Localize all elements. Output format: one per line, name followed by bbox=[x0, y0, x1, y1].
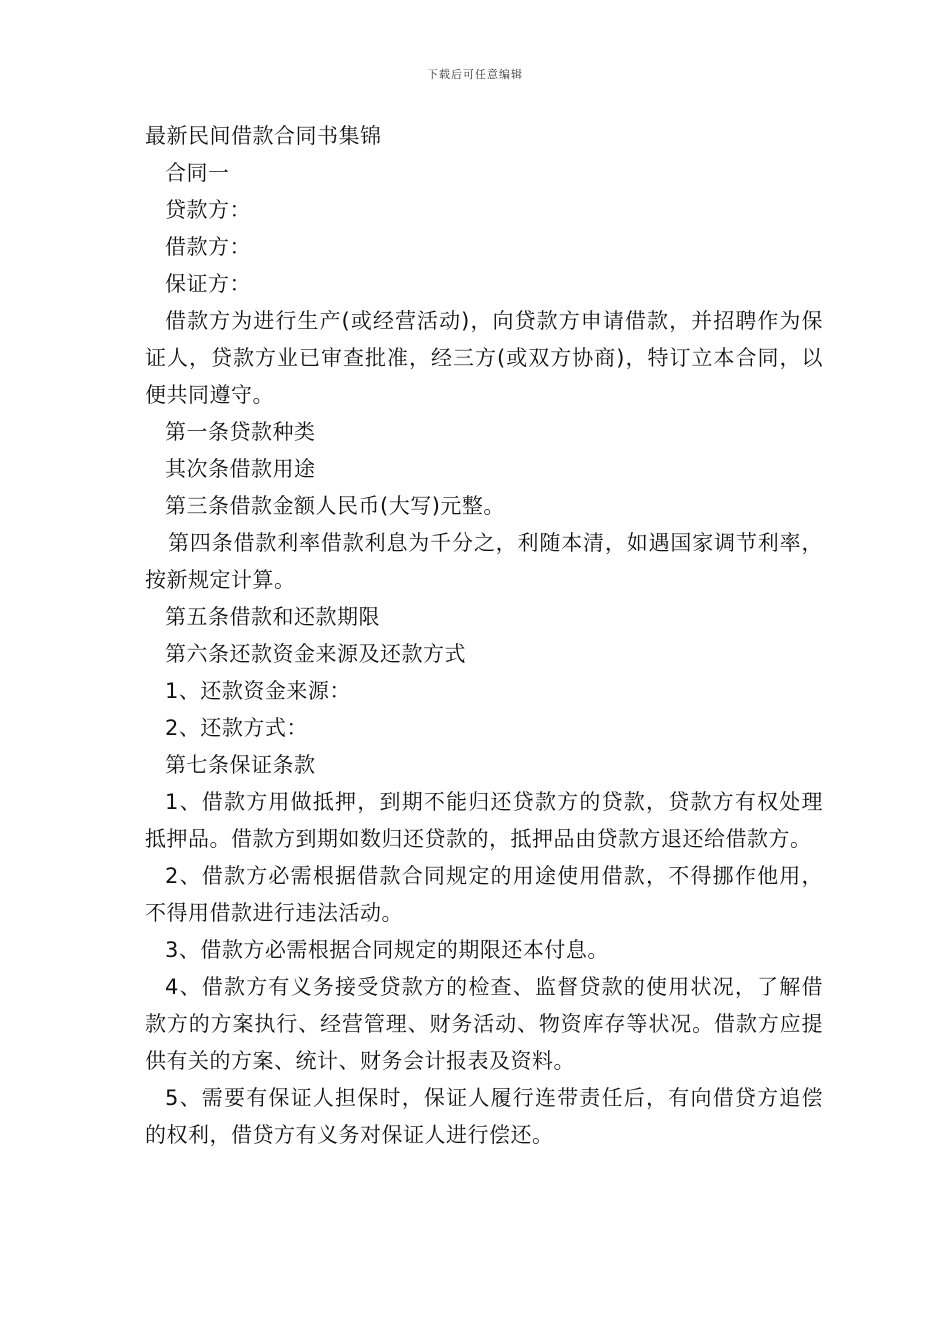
article-5: 第五条借款和还款期限 bbox=[165, 605, 380, 629]
article-4: 第四条借款利率借款利息为千分之，利随本清，如遇国家调节利率，按新规定计算。 bbox=[145, 531, 823, 592]
guarantor-field: 保证方： bbox=[165, 272, 251, 296]
document-body bbox=[145, 118, 823, 1154]
article-2: 其次条借款用途 bbox=[165, 457, 316, 481]
article-7-item-5: 5、需要有保证人担保时，保证人履行连带责任后，有向借贷方追偿的权利，借贷方有义务对保证人进行偿还。 bbox=[145, 1086, 823, 1147]
lender-field: 贷款方： bbox=[165, 198, 251, 222]
article-3: 第三条借款金额人民币(大写)元整。 bbox=[165, 494, 505, 518]
article-1: 第一条贷款种类 bbox=[165, 420, 316, 444]
article-7: 第七条保证条款 bbox=[165, 753, 316, 777]
article-7-item-3: 3、借款方必需根据合同规定的期限还本付息。 bbox=[165, 938, 609, 962]
article-7-item-4: 4、借款方有义务接受贷款方的检查、监督贷款的使用状况，了解借款方的方案执行、经营管理、财务活动、物资库存等状况。借款方应提供有关的方案、统计、财务会计报表及资料。 bbox=[145, 975, 823, 1073]
contract-label: 合同一 bbox=[165, 161, 230, 185]
article-6: 第六条还款资金来源及还款方式 bbox=[165, 642, 466, 666]
document-title: 最新民间借款合同书集锦 bbox=[145, 124, 382, 148]
article-6-item-2: 2、还款方式： bbox=[165, 716, 308, 740]
article-7-item-1: 1、借款方用做抵押，到期不能归还贷款方的贷款，贷款方有权处理抵押品。借款方到期如数归还贷款的，抵押品由贷款方退还给借款方。 bbox=[145, 790, 823, 851]
page-header-note: 下载后可任意编辑 bbox=[427, 68, 523, 81]
article-7-item-2: 2、借款方必需根据借款合同规定的用途使用借款，不得挪作他用，不得用借款进行违法活动。 bbox=[145, 864, 823, 925]
preamble-paragraph: 借款方为进行生产(或经营活动)，向贷款方申请借款，并招聘作为保证人，贷款方业已审查批准，经三方(或双方协商)，特订立本合同，以便共同遵守。 bbox=[145, 309, 823, 407]
borrower-field: 借款方： bbox=[165, 235, 251, 259]
article-6-item-1: 1、还款资金来源： bbox=[165, 679, 351, 703]
